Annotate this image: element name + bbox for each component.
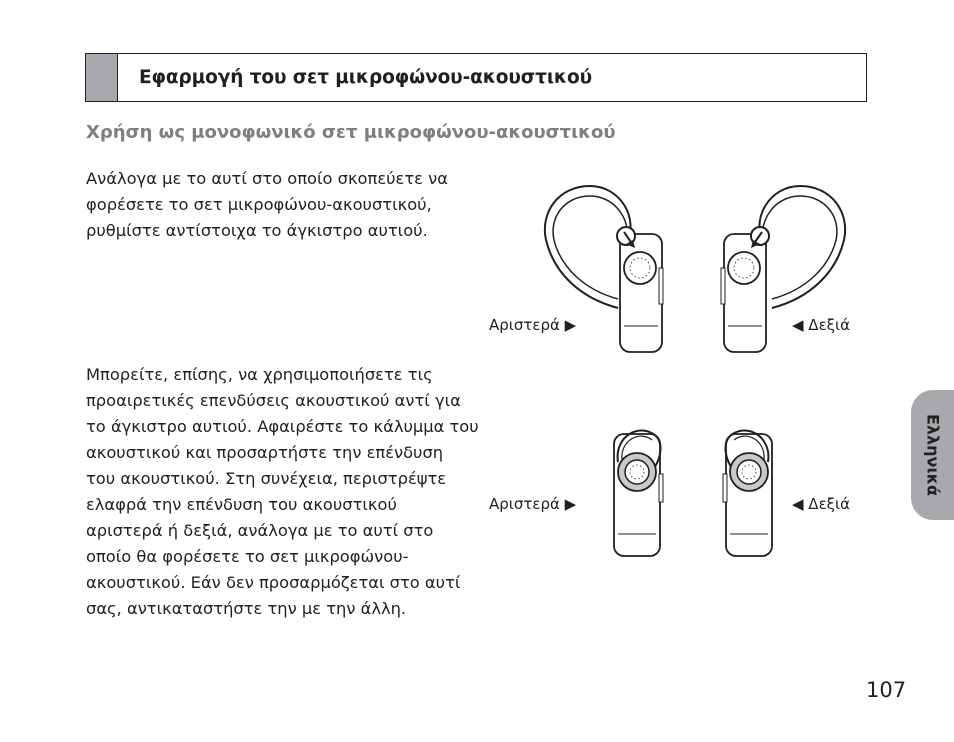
eargel-left-illustration — [604, 424, 674, 560]
paragraph-ear-hook: Ανάλογα με το αυτί στο οποίο σκοπεύετε να φορέσετε το σετ μικροφώνου-ακουστικού, ρυθμίστε αντίστοιχα το άγκιστρο αυτιού. — [86, 169, 448, 240]
language-tab-label: Ελληνικά — [923, 413, 942, 497]
section-header — [85, 53, 867, 102]
section-title: Εφαρμογή του σετ μικροφώνου-ακουστικού — [139, 67, 592, 88]
eargel-right-illustration — [716, 424, 786, 560]
paragraph-ear-gel: Μπορείτε, επίσης, να χρησιμοποιήσετε τις προαιρετικές επενδύσεις ακουστικού αντί για το άγκιστρο αυτιού. Αφαιρέστε το κάλυμμα του ακουστικού και προσαρτήστε την επένδυση του ακουστικού. Στη συνέχεια, περιστρέψτε ελαφρά την επένδυση του ακουστικού αριστερά ή δεξιά, ανάλογα με το αυτί στο οποίο θα φορέσετε το σετ μικροφώνου- ακουστικού. Εάν δεν προσαρμόζεται στο αυτί σας, αντικαταστήστε την με την άλλη. — [86, 365, 479, 618]
page-number: 107 — [866, 678, 907, 702]
subsection-title: Χρήση ως μονοφωνικό σετ μικροφώνου-ακουστικού — [86, 122, 616, 143]
earhook-left-label: Αριστερά ▶ — [489, 316, 577, 334]
eargel-right-label: ◀ Δεξιά — [792, 495, 851, 513]
earhook-right-label: ◀ Δεξιά — [792, 316, 851, 334]
language-tab — [911, 390, 954, 520]
section-header-block — [86, 54, 118, 101]
eargel-left-label: Αριστερά ▶ — [489, 495, 577, 513]
